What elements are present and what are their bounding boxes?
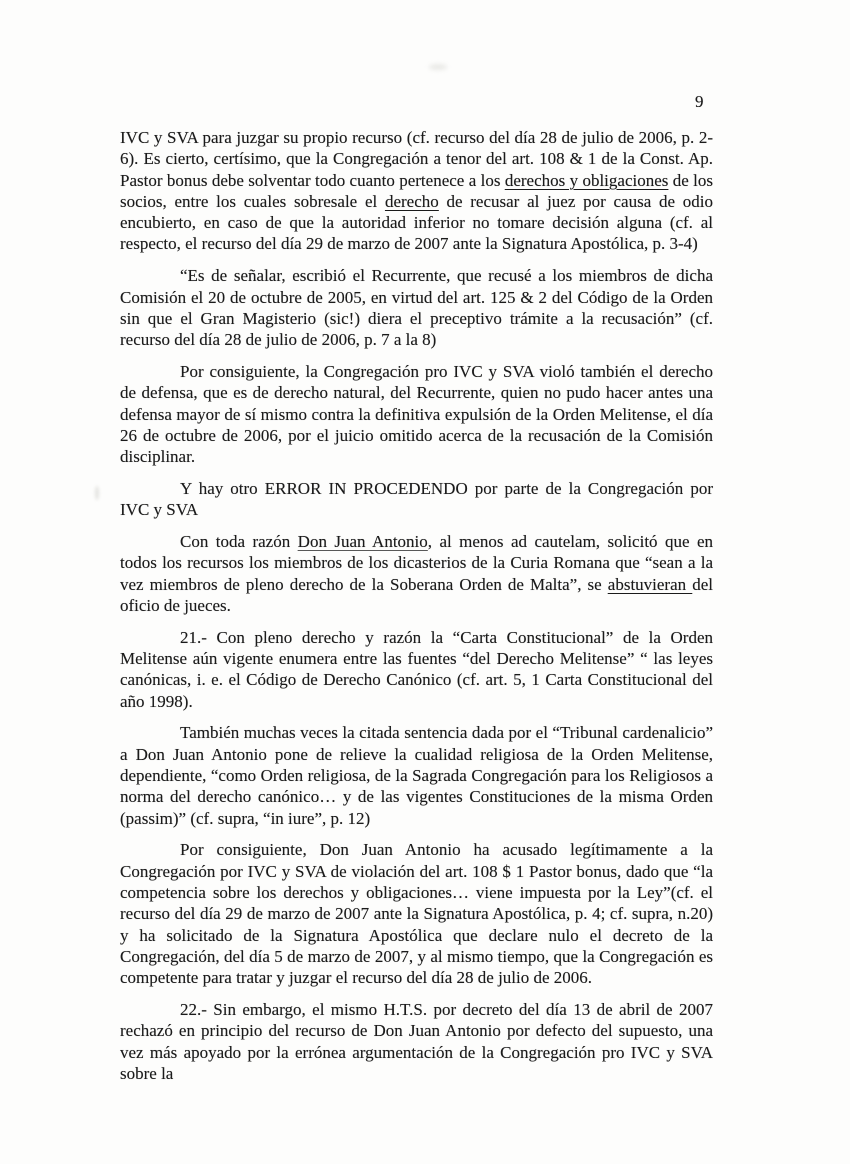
underlined-text-run: derecho [384,191,439,211]
paragraph [120,127,713,255]
underlined-text-run: derechos y obligaciones [504,170,669,190]
document-body [120,127,713,1095]
paragraph [120,478,713,521]
paragraph [120,999,713,1084]
text-run: “Es de señalar, escribió el Recurrente, que recusé a los miembros de dicha Comisión el 20 de octubre de 2005, en virtud del art. 125 & 2 del Código de la Orden sin que el Gran Magisterio (sic!) diera el preceptivo trámite a la recusación” (cf. recurso del día 28 de julio de 2006, p. 7 a la 8) [120,266,713,350]
text-run: Por consiguiente, Don Juan Antonio ha acusado legítimamente a la Congregación por IVC y SVA de violación del art. 108 $ 1 Pastor bonus, dado que “la competencia sobre los derechos y obligaciones… viene impuesta por la Ley”(cf. el recurso del día 29 de marzo de 2007 ante la Signatura Apostólica, p. 4; cf. supra, n.20) y ha solicitado de la Signatura Apostólica que declare nulo el decreto de la Congregación, del día 5 de marzo de 2007, y al mismo tiempo, que la Congregación es competente para tratar y juzgar el recurso del día 28 de julio de 2006. [120,840,713,988]
paragraph [120,627,713,712]
paragraph [120,361,713,467]
text-run: IVC y SVA para juzgar su propio recurso (cf. recurso del día 28 de julio de 2006, p. 2-6). Es cierto, certísimo, que la Congregación a tenor del art. 108 & 1 de la Const. Ap. Pastor bonus debe solventar todo cuanto pertenece a los [120,128,713,190]
text-run: 22.- Sin embargo, el mismo H.T.S. por decreto del día 13 de abril de 2007 rechazó en principio del recurso de Don Juan Antonio por defecto del supuesto, una vez más apoyado por la errónea argumentación de la Congregación pro IVC y SVA sobre la [120,999,713,1083]
paragraph [120,265,713,350]
text-run: de recusar al juez por causa de odio encubierto, en caso de que la autoridad inferior no tomare decisión alguna (cf. al respecto, el recurso del día 29 de marzo de 2007 ante la Signatura Apostólica, p. 3-4) [120,191,713,254]
text-run: Con toda razón [180,532,298,552]
scan-smudge [429,64,447,70]
text-run: Por consiguiente, la Congregación pro IVC y SVA violó también el derecho de defensa, que es de derecho natural, del Recurrente, quien no pudo hacer antes una defensa mayor de sí mismo contra la definitiva expulsión de la Orden Melitense, el día 26 de octubre de 2006, por el juicio omitido acerca de la recusación de la Comisión disciplinar. [120,361,713,467]
text-run: del oficio de jueces. [120,574,713,615]
text-run: Y hay otro ERROR IN PROCEDENDO por parte de la Congregación por IVC y SVA [120,478,713,520]
underlined-text-run: Don Juan Antonio [297,532,428,552]
text-run: 21.- Con pleno derecho y razón la “Carta Constitucional” de la Orden Melitense aún vigente enumera entre las fuentes “del Derecho Melitense” “ las leyes canónicas, i. e. el Código de Derecho Canónico (cf. art. 5, 1 Carta Constitucional del año 1998). [120,627,713,711]
text-run: También muchas veces la citada sentencia dada por el “Tribunal cardenalicio” a Don Juan Antonio pone de relieve la cualidad religiosa de la Orden Melitense, dependiente, “como Orden religiosa, de la Sagrada Congregación para los Religiosos a norma del derecho canónico… y de las vigentes Constituciones de la misma Orden (passim)” (cf. supra, “in iure”, p. 12) [120,723,713,828]
text-run: , al menos ad cautelam, solicitó que en todos los recursos los miembros de los dicasterios de la Curia Romana que “sean a la vez miembros de pleno derecho de la Soberana Orden de Malta”, se [120,532,713,594]
text-run: de los socios, entre los cuales sobresale el [120,170,713,211]
paragraph [120,531,713,616]
page-number: 9 [695,92,704,111]
paragraph [120,839,713,988]
paragraph [120,722,713,828]
scan-smudge [95,486,99,500]
underlined-text-run: abstuvieran [607,574,693,594]
